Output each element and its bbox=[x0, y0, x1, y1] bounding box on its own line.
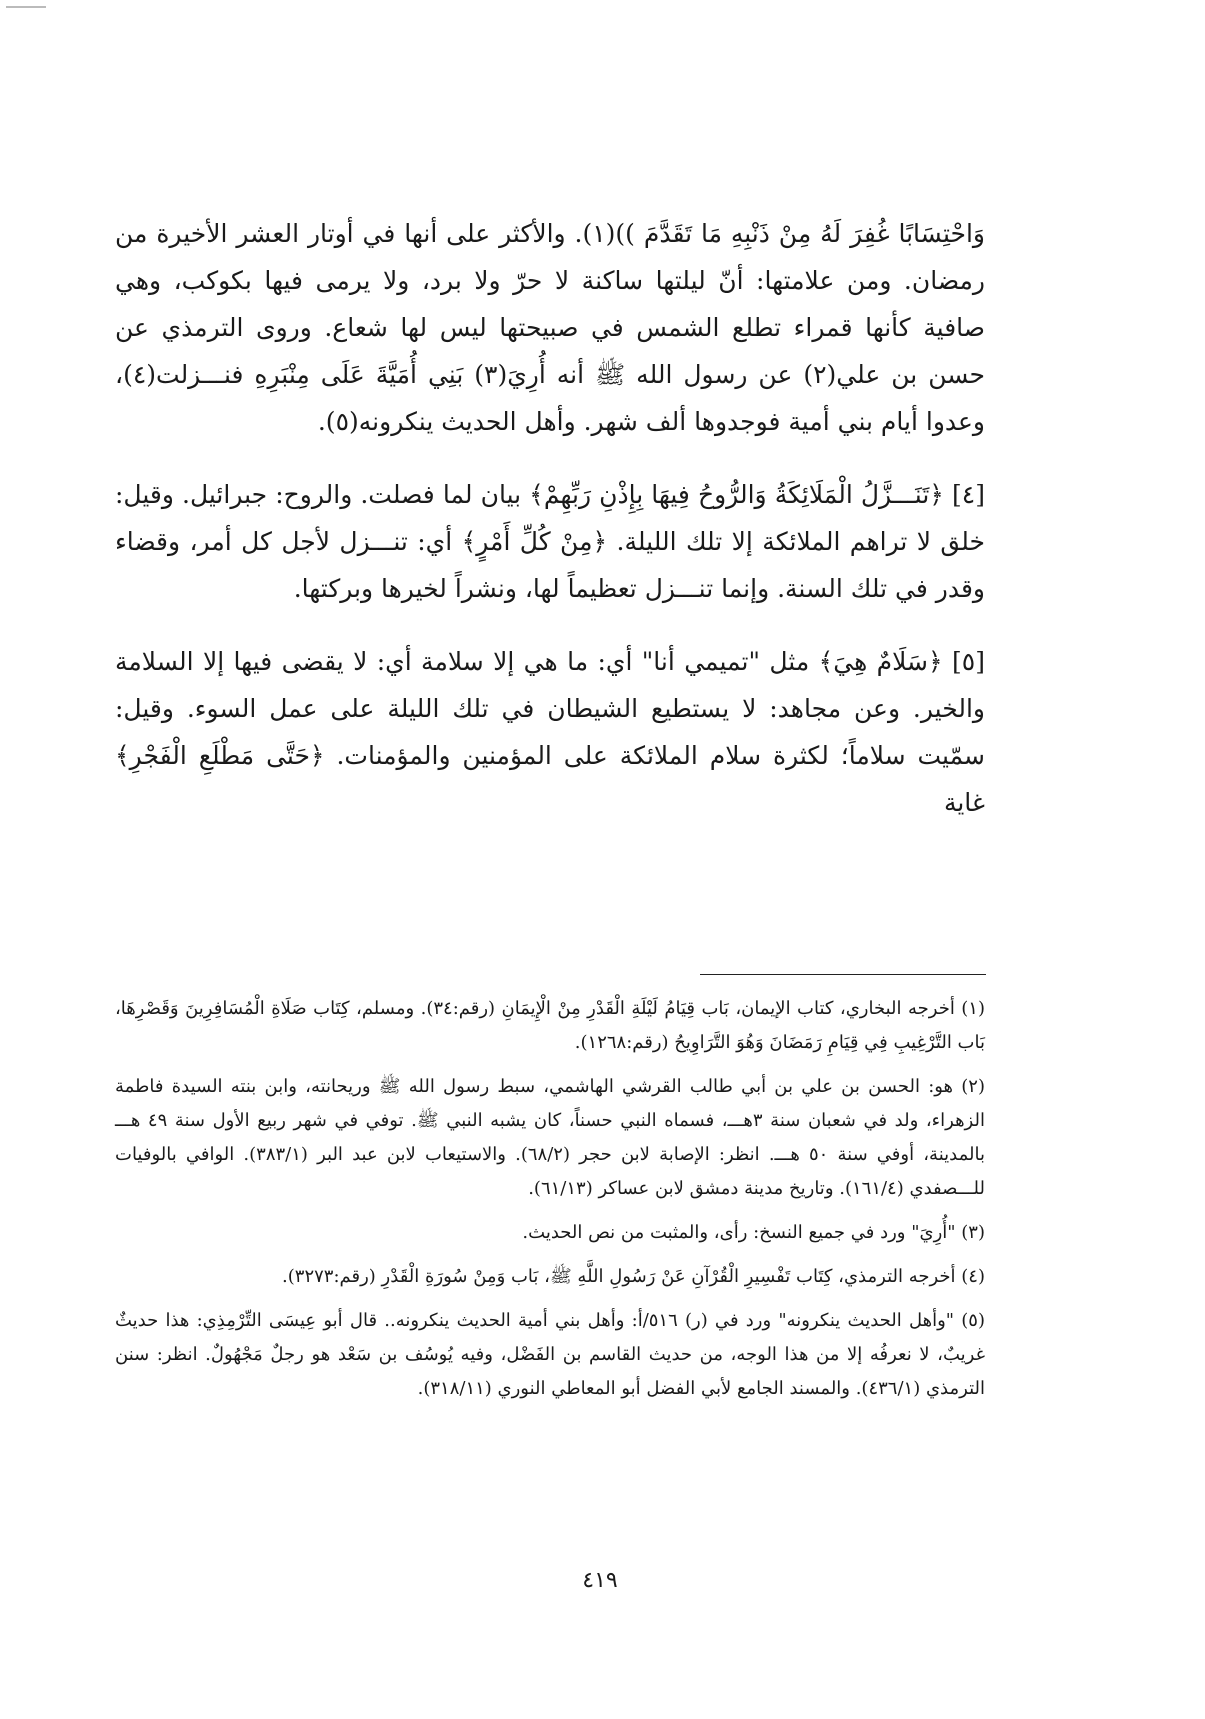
page-number: ٤١٩ bbox=[582, 1568, 618, 1593]
scan-edge-mark bbox=[6, 6, 46, 8]
paragraph-verse-5: [٥] ﴿سَلَامٌ هِيَ﴾ مثل "تميمي أنا" أي: ما هي إلا سلامة أي: لا يقضى فيها إلا السلامة والخير. وعن مجاهد: لا يستطيع الشيطان في تلك الليلة على عمل السوء. وقيل: سمّيت سلاماً؛ لكثرة سلام الملائكة على المؤمنين والمؤمنات. ﴿حَتَّى مَطْلَعِ الْفَجْرِ﴾ غاية bbox=[115, 647, 985, 817]
footnote-4: (٤) أخرجه الترمذي، كِتَاب تَفْسِيرِ الْقُرْآنِ عَنْ رَسُولِ اللَّهِ ﷺ، بَاب وَمِنْ سُورَةِ الْقَدْرِ (رقم:٣٢٧٣). bbox=[282, 1266, 985, 1287]
footnote-5: (٥) "وأهل الحديث ينكرونه" ورد في (ر) ٥١٦/أ: وأهل بني أمية الحديث ينكرونه.. قال أبو عِيسَى التِّرْمِذِي: هذا حديثٌ غريبٌ، لا نعرفُه إلا من هذا الوجه، من حديث القاسم بن الفَضْل، وفيه يُوسُف بن سَعْد هو رجلٌ مَجْهُولٌ. انظر: سنن الترمذي (٤٣٦/١). والمسند الجامع لأبي الفضل أبو المعاطي النوري (٣١٨/١١). bbox=[115, 1310, 985, 1399]
footnote-3: (٣) "أُرِيَ" ورد في جميع النسخ: رأى، والمثبت من نص الحديث. bbox=[522, 1222, 985, 1243]
footnote-divider bbox=[700, 974, 986, 975]
footnote-1: (١) أخرجه البخاري، كتاب الإيمان، بَاب قِيَامُ لَيْلَةِ الْقَدْرِ مِنْ الْإِيمَانِ (رقم:٣٤). ومسلم، كِتَاب صَلَاةِ الْمُسَافِرِينَ وَقَصْرِهَا، بَاب التَّرْغِيبِ فِي قِيَامِ رَمَضَانَ وَهُوَ التَّرَاوِيحُ (رقم:١٢٦٨). bbox=[115, 998, 985, 1053]
footnote-2: (٢) هو: الحسن بن علي بن أبي طالب القرشي الهاشمي، سبط رسول الله ﷺ وريحانته، وابن بنته السيدة فاطمة الزهراء، ولد في شعبان سنة ٣هـــ، فسماه النبي حسناً، كان يشبه النبي ﷺ. توفي في شهر ربيع الأول سنة ٤٩ هـــ بالمدينة، أوفي سنة ٥٠ هـــ. انظر: الإصابة لابن حجر (٦٨/٢). والاستيعاب لابن عبد البر (٣٨٣/١). الوافي بالوفيات للـــصفدي (١٦١/٤). وتاريخ مدينة دمشق لابن عساكر (٦١/١٣). bbox=[115, 1076, 985, 1199]
paragraph-verse-4: [٤] ﴿تَنَـــزَّلُ الْمَلَائِكَةُ وَالرُّوحُ فِيهَا بِإِذْنِ رَبِّهِمْ﴾ بيان لما فصلت. والروح: جبرائيل. وقيل: خلق لا تراهم الملائكة إلا تلك الليلة. ﴿مِنْ كُلِّ أَمْرٍ﴾ أي: تنـــزل لأجل كل أمر، وقضاء وقدر في تلك السنة. وإنما تنـــزل تعظيماً لها، ونشراً لخيرها وبركتها. bbox=[115, 480, 985, 603]
paragraph-1: وَاحْتِسَابًا غُفِرَ لَهُ مِنْ ذَنْبِهِ مَا تَقَدَّمَ ))(١). والأكثر على أنها في أوتار العشر الأخيرة من رمضان. ومن علامتها: أنّ ليلتها ساكنة لا حرّ ولا برد، ولا يرمى فيها بكوكب، وهي صافية كأنها قمراء تطلع الشمس في صبيحتها ليس لها شعاع. وروى الترمذي عن حسن بن علي(٢) عن رسول الله ﷺ أنه أُرِيَ(٣) بَنِي أُمَيَّةَ عَلَى مِنْبَرِهِ فنـــزلت(٤)، وعدوا أيام بني أمية فوجدوها ألف شهر. وأهل الحديث ينكرونه(٥). bbox=[115, 219, 985, 436]
main-text bbox=[115, 210, 985, 852]
footnotes bbox=[115, 992, 985, 1416]
